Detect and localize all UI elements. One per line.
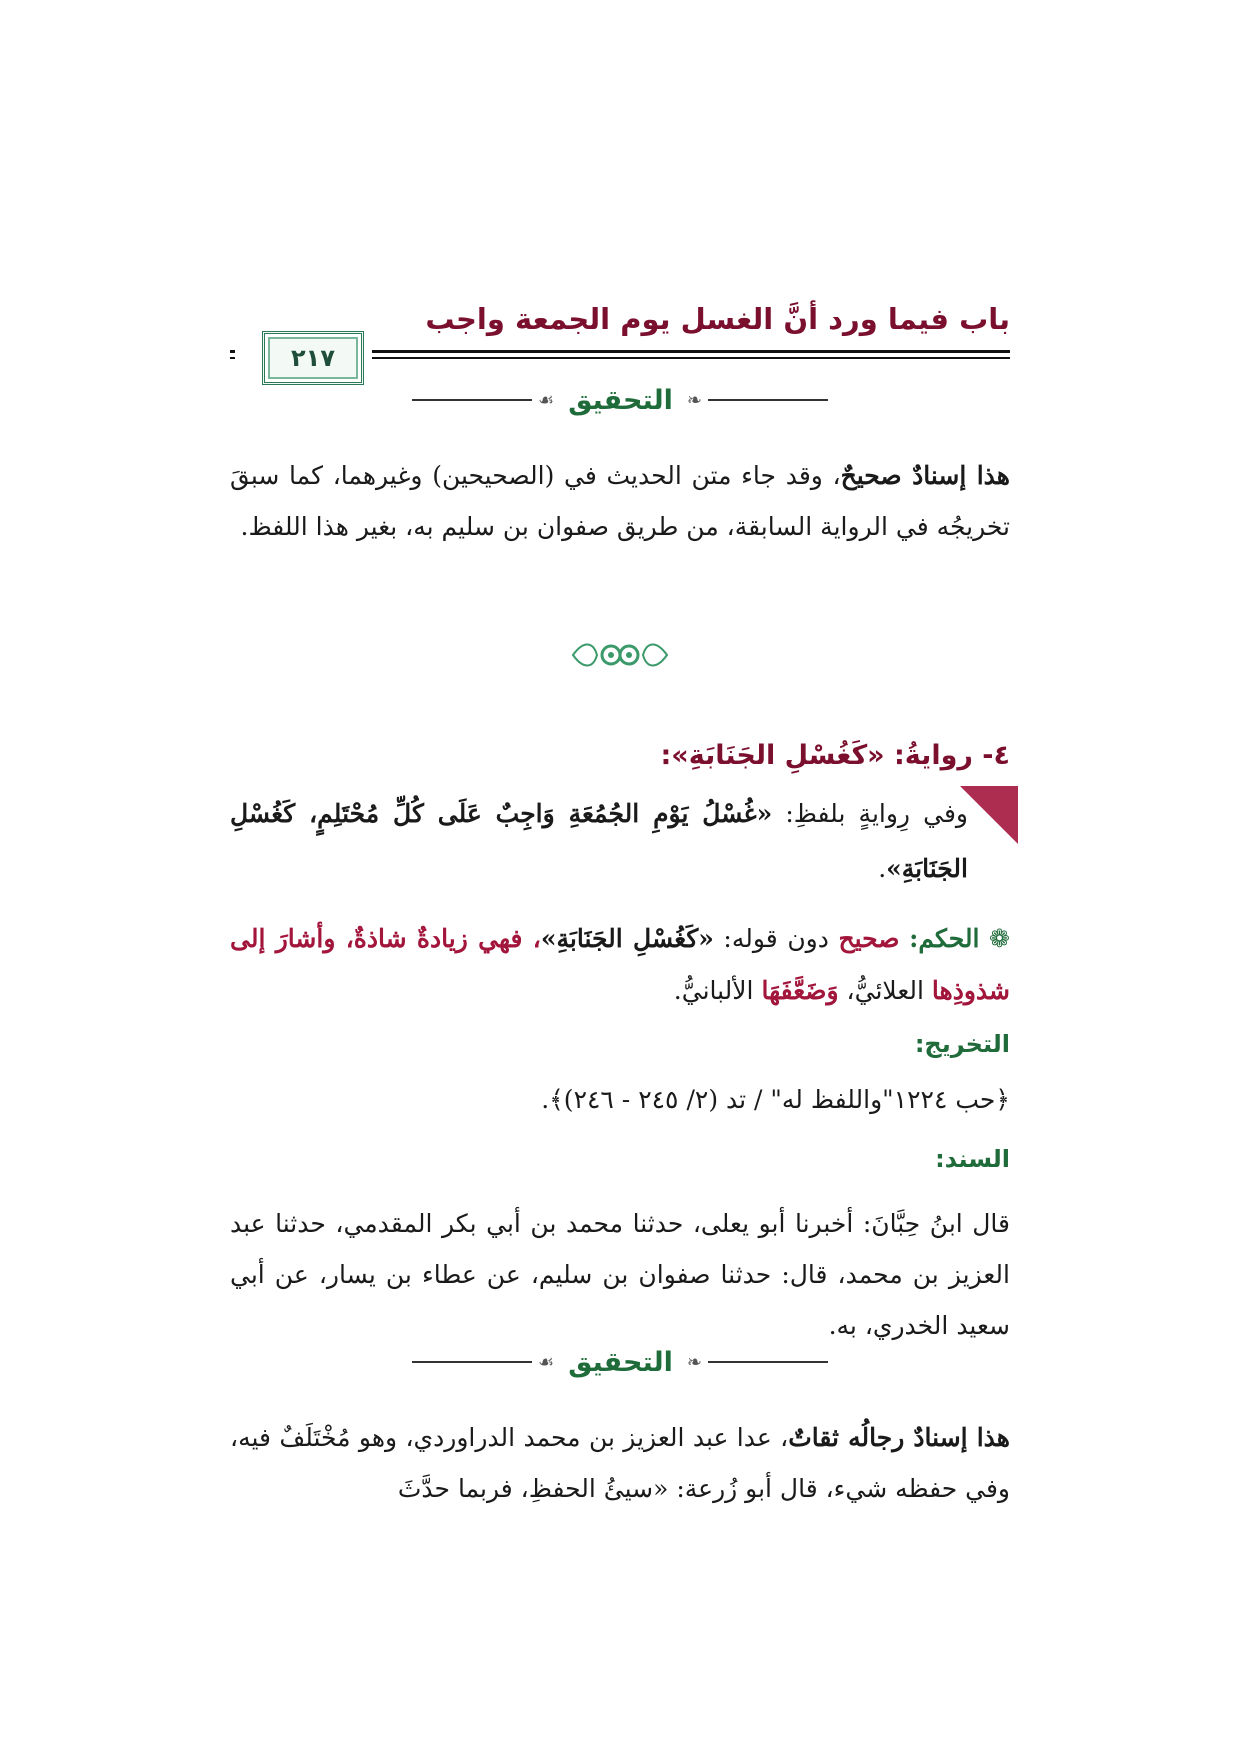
section-heading — [230, 1342, 1010, 1382]
section-heading-label: التحقيق — [568, 384, 673, 416]
ruling-paragraph — [230, 913, 1010, 1017]
ruling-text: دون قوله: — [713, 924, 839, 953]
ruling-label: الحكم: — [909, 924, 980, 953]
takhrij-text: ﴿حب ١٢٢٤"واللفظ له" / تد (٢/ ٢٤٥ - ٢٤٦)﴾. — [541, 1085, 1010, 1114]
verification-paragraph — [230, 1412, 1010, 1514]
flourish-icon: ☙ — [538, 389, 555, 411]
divider-line — [412, 399, 532, 401]
header-rule — [230, 357, 235, 359]
ruling-text: الألبانيُّ. — [673, 976, 762, 1005]
header-rule — [372, 357, 1010, 359]
paragraph-body: ، وقد جاء متن الحديث في (الصحيحين) وغيرهما، كما سبقَ تخريجُه في الرواية السابقة، من طريق صفوان بن سليم به، بغير هذا اللفظ. — [230, 461, 1010, 541]
ruling-shadh: ، فهي زيادةٌ شاذةٌ، وأشارَ إلى شذوذِها — [230, 924, 1010, 1005]
section-heading-label: التحقيق — [568, 1346, 673, 1378]
ruling-weakened: وَضَعَّفَهَا — [761, 976, 839, 1005]
section-heading — [230, 380, 1010, 420]
paragraph-lead: هذا إسنادٌ صحيحٌ — [840, 461, 1010, 490]
verification-paragraph — [230, 450, 1010, 552]
sanad-label: السند: — [935, 1145, 1010, 1173]
paragraph-body: ، عدا عبد العزيز بن محمد الدراوردي، وهو مُخْتَلَفٌ فيه، وفي حفظه شيء، قال أبو زُرعة: «سيئُ الحفظِ، فربما حدَّثَ — [230, 1423, 1010, 1503]
takhrij-label: التخريج: — [914, 1030, 1010, 1058]
header-rule — [230, 350, 235, 353]
sanad-paragraph: قال ابنُ حِبَّانَ: أخبرنا أبو يعلى، حدثنا محمد بن أبي بكر المقدمي، حدثنا عبد العزيز بن محمد، قال: حدثنا صفوان بن سليم، عن عطاء بن يسار، عن أبي سعيد الخدري، به. — [230, 1209, 1010, 1340]
page-number: ٢١٧ — [262, 331, 364, 385]
section-ornament-icon — [560, 635, 680, 675]
flourish-icon: ❧ — [686, 389, 702, 411]
ruling-text: العلائيُّ، — [838, 976, 932, 1005]
running-title: باب فيما ورد أنَّ الغسل يوم الجمعة واجب — [425, 302, 1010, 336]
divider-line — [708, 399, 828, 401]
divider-line — [708, 1361, 828, 1363]
flourish-icon: ☙ — [538, 1351, 555, 1373]
ruling-verdict: صحيح — [838, 924, 900, 953]
header-rule — [372, 350, 1010, 353]
quote-lead: وفي رِوايةٍ بلفظِ: — [772, 799, 968, 828]
flower-icon: ❁ — [979, 924, 1011, 953]
quote-end: . — [878, 854, 887, 883]
ruling-phrase: «كَغُسْلِ الجَنَابَةِ» — [540, 924, 714, 953]
divider-line — [412, 1361, 532, 1363]
quote-hadith: «غُسْلُ يَوْمِ الجُمُعَةِ وَاجِبٌ عَلَى كُلِّ مُحْتَلِمٍ، كَغُسْلِ الجَنَابَةِ» — [230, 799, 968, 883]
paragraph-lead: هذا إسنادٌ رجالُه ثقاتٌ — [788, 1423, 1010, 1452]
narration-title: ٤- روايةُ: «كَغُسْلِ الجَنَابَةِ»: — [660, 740, 1010, 771]
narration-quote — [230, 786, 1010, 896]
flourish-icon: ❧ — [686, 1351, 702, 1373]
